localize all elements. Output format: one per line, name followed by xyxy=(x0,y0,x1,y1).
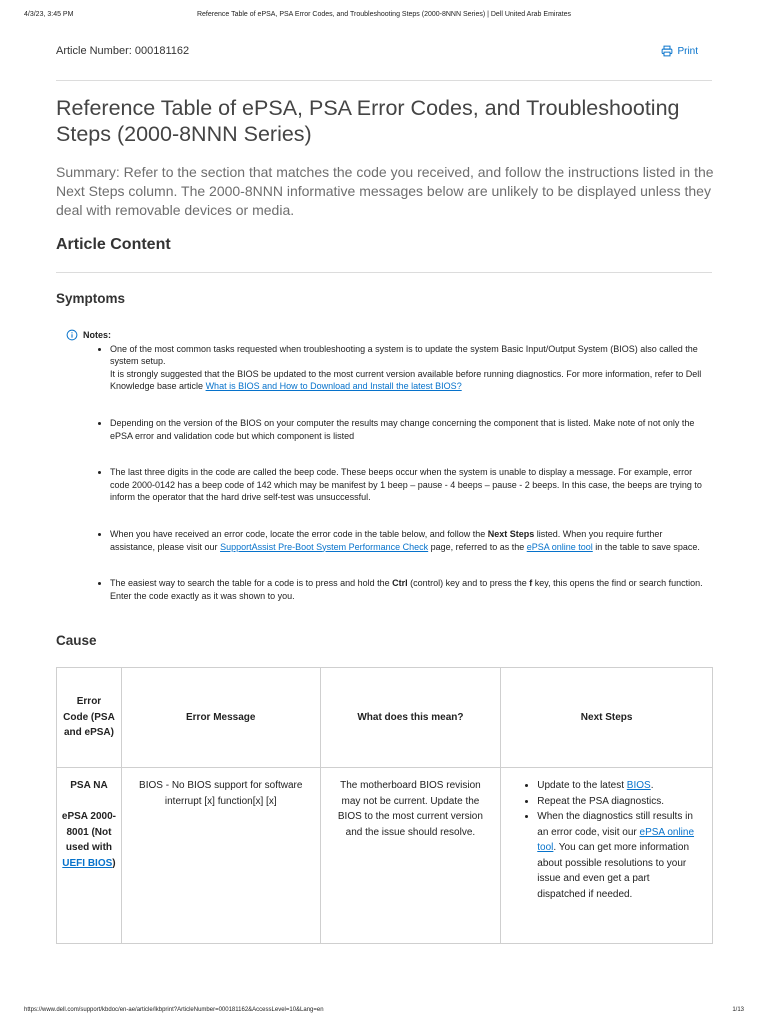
step-text: . xyxy=(650,780,654,791)
article-content-heading: Article Content xyxy=(56,236,171,253)
step-text: When the diagnostics still results in an error code, visit our xyxy=(537,811,693,838)
list-item xyxy=(537,794,698,810)
print-url: https://www.dell.com/support/kbdoc/en-ae/article/lkbprint?ArticleNumber=000181162&AccessLevel=10&Lang=en xyxy=(24,1007,324,1013)
next-steps-list xyxy=(537,778,698,902)
note-text: The easiest way to search the table for a code is to press and hold the xyxy=(110,578,393,589)
divider xyxy=(56,272,712,273)
meaning-cell: The motherboard BIOS revision may not be current. Update the BIOS to the most current version and the issue should resolve. xyxy=(320,768,501,944)
article-top-bar xyxy=(56,44,712,64)
psa-code: PSA NA xyxy=(70,780,108,791)
print-header xyxy=(24,11,744,23)
table-row xyxy=(57,768,713,944)
article-summary: Summary: Refer to the section that matches the code you received, and follow the instructions listed in the Next Steps column. The 2000-8NNN informative messages below are unlikely to be displayed unless they deal with removable devices or media. xyxy=(56,164,714,218)
error-code-cell xyxy=(57,768,122,944)
column-header-next-steps: Next Steps xyxy=(501,668,713,768)
print-doc-title: Reference Table of ePSA, PSA Error Codes, and Troubleshooting Steps (2000-8NNN Series) | Dell United Arab Emirates xyxy=(196,11,572,18)
epsa-code: ePSA 2000-8001 (Not used with xyxy=(61,811,117,853)
step-text: . You can get more information about possible resolutions to your issue and even get a part dispatched if needed. xyxy=(537,842,690,900)
supportassist-link[interactable]: SupportAssist Pre-Boot System Performance Check xyxy=(220,541,429,552)
print-label: Print xyxy=(677,45,698,57)
print-date: 4/3/23, 3:45 PM xyxy=(24,11,74,18)
note-emphasis: f xyxy=(529,578,533,589)
print-button[interactable] xyxy=(661,45,698,57)
notes-list xyxy=(110,343,706,603)
notes-block xyxy=(66,329,706,602)
cause-heading: Cause xyxy=(56,633,97,648)
column-header-meaning: What does this mean? xyxy=(320,668,501,768)
table-header-row xyxy=(57,668,713,768)
step-text: Repeat the PSA diagnostics. xyxy=(537,795,665,807)
page-title: Reference Table of ePSA, PSA Error Codes, and Troubleshooting Steps (2000-8NNN Series) xyxy=(56,96,680,146)
epsa-online-tool-link[interactable]: ePSA online tool xyxy=(526,541,593,552)
note-item xyxy=(110,528,706,553)
bios-article-link[interactable]: What is BIOS and How to Download and Install the latest BIOS? xyxy=(205,381,462,392)
note-text: When you have received an error code, locate the error code in the table below, and follow the xyxy=(110,528,488,539)
list-item xyxy=(537,809,698,902)
note-emphasis: Next Steps xyxy=(487,528,535,539)
note-item xyxy=(110,466,706,504)
print-footer xyxy=(24,1007,744,1017)
notes-header xyxy=(66,329,706,342)
printer-icon xyxy=(661,45,673,57)
note-text: Depending on the version of the BIOS on your computer the results may change concerning the component that is listed. Make note of not only the ePSA error and validation code but which component is listed xyxy=(110,417,695,441)
note-text: key, this opens the find or search function. Enter the code exactly as it was shown to you. xyxy=(110,578,703,601)
info-circle-icon xyxy=(66,329,78,341)
note-text: It is strongly suggested that the BIOS be updated to the most current version available before running diagnostics. For more information, refer to Dell Knowledge base article xyxy=(110,368,702,392)
notes-label: Notes: xyxy=(83,330,112,340)
uefi-bios-link[interactable]: UEFI BIOS xyxy=(62,857,113,869)
error-code-table xyxy=(56,667,713,944)
step-text: Update to the latest xyxy=(537,780,627,791)
note-item xyxy=(110,577,706,602)
column-header-error-message: Error Message xyxy=(121,668,320,768)
note-text: The last three digits in the code are called the beep code. These beeps occur when the system is unable to display a message. For example, error code 2000-0142 has a beep code of 142 which may be manifest by 1 beep – pause - 4 beeps – pause - 2 beeps. In this case, the beeps are trying to inform the operator that the hard drive self-test was unsuccessful. xyxy=(110,467,702,503)
note-item xyxy=(110,343,706,393)
column-header-error-code: Error Code (PSA and ePSA) xyxy=(57,668,122,768)
epsa-online-tool-link[interactable]: ePSA online tool xyxy=(537,826,695,853)
note-text: listed. When you require further assistance, please visit our xyxy=(110,528,663,552)
note-item xyxy=(110,417,706,442)
note-emphasis: Ctrl xyxy=(392,578,408,589)
list-item xyxy=(537,778,698,794)
article-number: Article Number: 000181162 xyxy=(56,45,190,57)
divider xyxy=(56,80,712,81)
note-text: in the table to save space. xyxy=(592,541,700,552)
error-message-cell: BIOS - No BIOS support for software interrupt [x] function[x] [x] xyxy=(121,768,320,944)
note-text: One of the most common tasks requested when troubleshooting a system is to update the system Basic Input/Output System (BIOS) also called the system setup. xyxy=(110,343,698,367)
next-steps-cell xyxy=(501,768,713,944)
page-count: 1/13 xyxy=(732,1007,744,1013)
note-text: (control) key and to press the xyxy=(407,578,530,589)
bios-link[interactable]: BIOS xyxy=(626,780,651,791)
epsa-code-close: ) xyxy=(112,857,116,869)
note-text: page, referred to as the xyxy=(428,541,527,552)
symptoms-heading: Symptoms xyxy=(56,291,126,306)
